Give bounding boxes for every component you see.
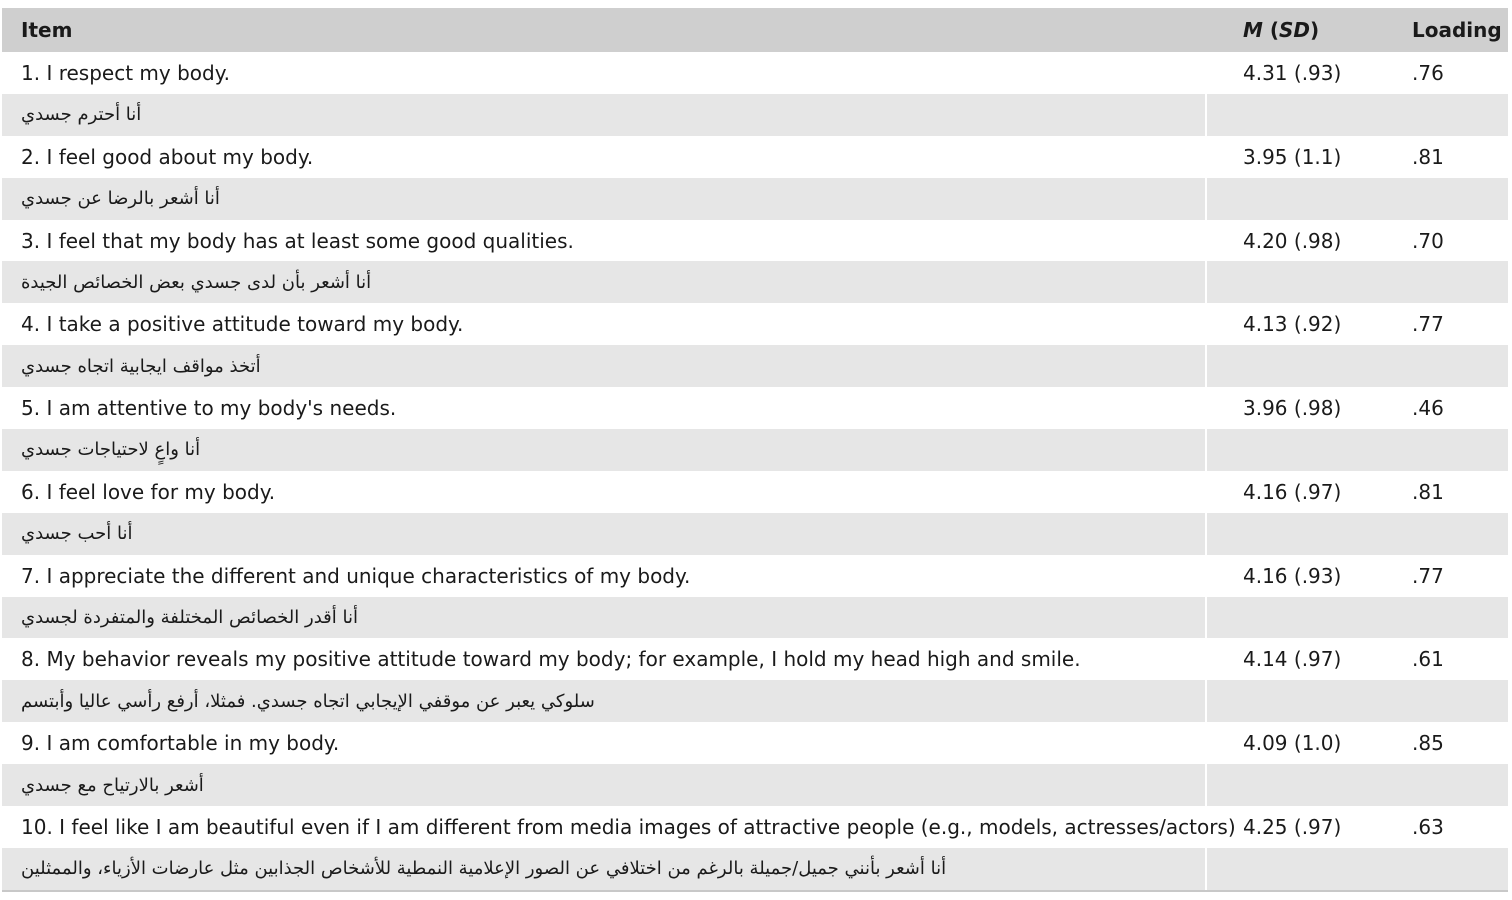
item-loading: .61: [1412, 647, 1444, 672]
header-item: Item: [21, 18, 73, 42]
item-text: 3. I feel that my body has at least some good qualities.: [21, 228, 574, 253]
item-loading: .46: [1412, 396, 1444, 421]
table-row-arabic: [2, 94, 1508, 136]
column-divider: [1205, 680, 1207, 722]
table-row: [2, 220, 1508, 262]
table-row: [2, 806, 1508, 848]
item-loading: .70: [1412, 228, 1444, 253]
item-m-sd: 4.16 (.93): [1243, 563, 1342, 588]
header-m: M: [1243, 18, 1263, 42]
table-row-arabic: [2, 597, 1508, 639]
item-loading: .77: [1412, 563, 1444, 588]
header-loading: Loading: [1412, 18, 1502, 42]
item-loading: .81: [1412, 144, 1444, 169]
item-loading: .85: [1412, 731, 1444, 756]
item-m-sd: 4.20 (.98): [1243, 228, 1342, 253]
item-arabic-text: أنا أشعر بأنني جميل/جميلة بالرغم من اختلافي عن الصور الإعلامية النمطية للأشخاص الجذابين مثل عارضات الأزياء، والممثلين: [21, 858, 947, 880]
table-row: [2, 471, 1508, 513]
item-loading: .77: [1412, 312, 1444, 337]
table-row: [2, 303, 1508, 345]
item-arabic-text: أنا أقدر الخصائص المختلفة والمتفردة لجسدي: [21, 607, 358, 629]
item-text: 8. My behavior reveals my positive attitude toward my body; for example, I hold my head high and smile.: [21, 647, 1081, 672]
item-arabic-text: أنا أحترم جسدي: [21, 104, 142, 126]
table-row: [2, 136, 1508, 178]
item-m-sd: 3.95 (1.1): [1243, 144, 1342, 169]
item-arabic-text: أنا أشعر بالرضا عن جسدي: [21, 188, 220, 210]
column-divider: [1205, 345, 1207, 387]
item-m-sd: 4.16 (.97): [1243, 479, 1342, 504]
item-text: 5. I am attentive to my body's needs.: [21, 396, 397, 421]
item-m-sd: 3.96 (.98): [1243, 396, 1342, 421]
item-m-sd: 4.31 (.93): [1243, 60, 1342, 85]
table-row: [2, 638, 1508, 680]
item-m-sd: 4.09 (1.0): [1243, 731, 1342, 756]
table-body: [2, 52, 1508, 890]
column-divider: [1205, 848, 1207, 890]
table-row-arabic: [2, 680, 1508, 722]
column-divider: [1205, 94, 1207, 136]
item-text: 6. I feel love for my body.: [21, 479, 276, 504]
column-divider: [1205, 597, 1207, 639]
item-text: 9. I am comfortable in my body.: [21, 731, 340, 756]
item-m-sd: 4.14 (.97): [1243, 647, 1342, 672]
item-m-sd: 4.13 (.92): [1243, 312, 1342, 337]
table-row-arabic: [2, 261, 1508, 303]
table-row: [2, 387, 1508, 429]
column-divider: [1205, 429, 1207, 471]
item-arabic-text: سلوكي يعبر عن موقفي الإيجابي اتجاه جسدي. فمثلا، أرفع رأسي عاليا وأبتسم: [21, 690, 595, 712]
table-row: [2, 555, 1508, 597]
item-arabic-text: أنا أحب جسدي: [21, 523, 133, 545]
data-table: [2, 8, 1508, 892]
item-text: 7. I appreciate the different and unique characteristics of my body.: [21, 563, 691, 588]
table-row-arabic: [2, 764, 1508, 806]
item-arabic-text: أنا واعٍ لاحتياجات جسدي: [21, 439, 201, 461]
item-loading: .63: [1412, 814, 1444, 839]
table-row-arabic: [2, 345, 1508, 387]
table-row: [2, 722, 1508, 764]
table-header: [2, 8, 1508, 52]
item-arabic-text: أشعر بالارتياح مع جسدي: [21, 774, 204, 796]
bottom-rule: [2, 890, 1508, 892]
item-text: 2. I feel good about my body.: [21, 144, 314, 169]
table-row: [2, 52, 1508, 94]
item-m-sd: 4.25 (.97): [1243, 814, 1342, 839]
column-divider: [1205, 764, 1207, 806]
item-text: 4. I take a positive attitude toward my body.: [21, 312, 464, 337]
item-text: 10. I feel like I am beautiful even if I am different from media images of attractive people (e.g., models, actresses/actors): [21, 814, 1236, 839]
table-row-arabic: [2, 513, 1508, 555]
table-row-arabic: [2, 178, 1508, 220]
header-sd: SD: [1279, 18, 1311, 42]
item-arabic-text: أنا أشعر بأن لدى جسدي بعض الخصائص الجيدة: [21, 271, 372, 293]
item-arabic-text: أتخذ مواقف ايجابية اتجاه جسدي: [21, 355, 261, 377]
table-row-arabic: [2, 429, 1508, 471]
column-divider: [1205, 513, 1207, 555]
item-loading: .76: [1412, 60, 1444, 85]
table-row-arabic: [2, 848, 1508, 890]
header-m-sd: M (SD): [1243, 18, 1320, 42]
column-divider: [1205, 261, 1207, 303]
column-divider: [1205, 178, 1207, 220]
item-loading: .81: [1412, 479, 1444, 504]
item-text: 1. I respect my body.: [21, 60, 231, 85]
